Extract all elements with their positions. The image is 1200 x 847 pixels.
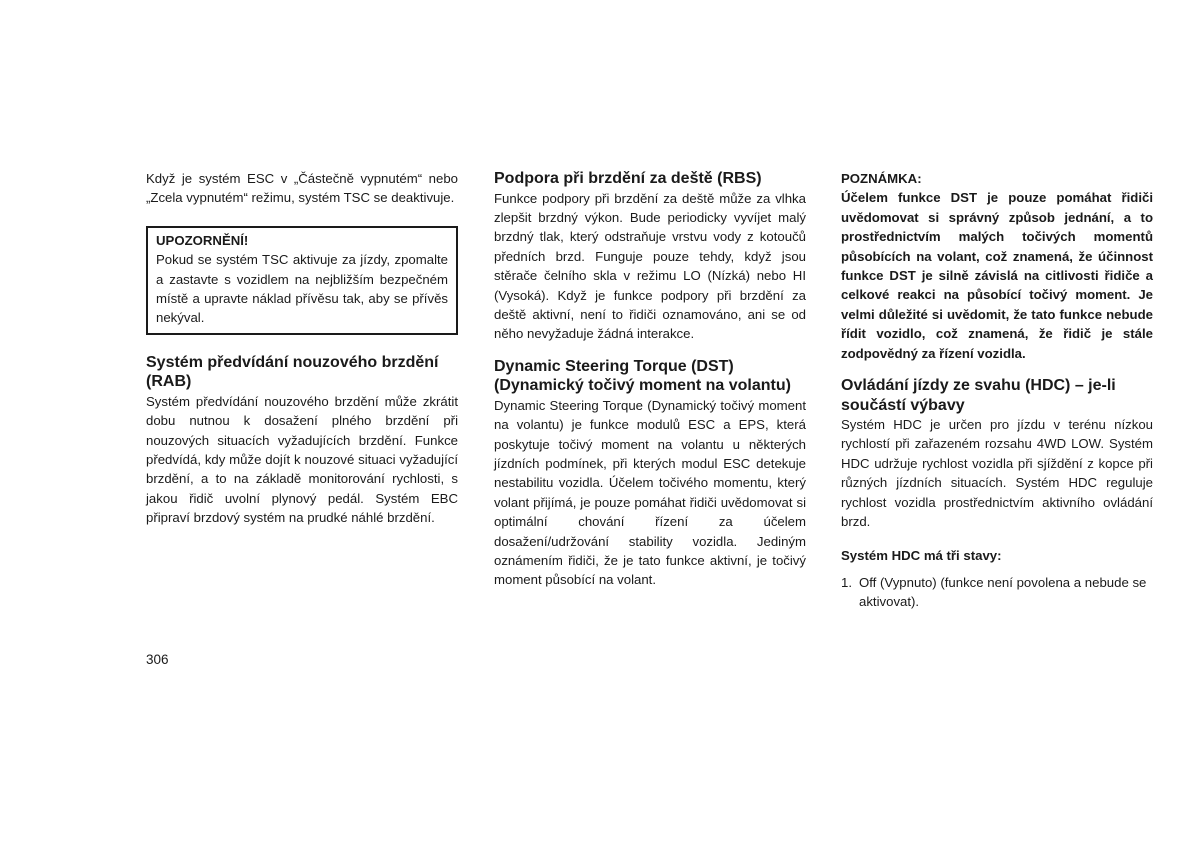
column-1	[146, 169, 458, 528]
warning-box	[146, 226, 458, 335]
note-title: POZNÁMKA:	[841, 171, 922, 186]
rbs-heading: Podpora při brzdění za deště (RBS)	[494, 170, 762, 187]
column-3	[841, 169, 1153, 612]
note-text: Účelem funkce DST je pouze pomáhat řidiči uvědomovat si správný způsob jednání, a to prostřednictvím malých točivých momentů působících na volant, což znamená, že účinnost funkce DST je silně závislá na citlivosti řidiče a celkové reakci na působící točivý moment. Je velmi důležité si uvědomit, že tato funkce nebude řídit vozidlo, což znamená, že řidič je stále zodpovědný za řízení vozidla.	[841, 190, 1153, 361]
page-number: 306	[146, 652, 169, 667]
list-item	[841, 573, 1153, 612]
hdc-text: Systém HDC je určen pro jízdu v terénu nízkou rychlostí při zařazeném rozsahu 4WD LOW. Systém HDC udržuje rychlost vozidla při sjíždění z kopce při různých jízdních situacích. Systém HDC reguluje rychlost vozidla prostřednictvím aktivního ovládání brzd.	[841, 417, 1153, 530]
esc-intro-text: Když je systém ESC v „Částečně vypnutém“ nebo „Zcela vypnutém“ režimu, systém TSC se deaktivuje.	[146, 171, 458, 206]
column-2	[494, 169, 806, 590]
list-item-text: Off (Vypnuto) (funkce není povolena a nebude se aktivovat).	[859, 574, 1147, 610]
hdc-heading: Ovládání jízdy ze svahu (HDC) – je-li součástí výbavy	[841, 377, 1116, 414]
rab-heading: Systém předvídání nouzového brzdění (RAB)	[146, 353, 439, 391]
dst-heading: Dynamic Steering Torque (DST) (Dynamický točivý moment na volantu)	[494, 357, 791, 395]
dst-text: Dynamic Steering Torque (Dynamický točivý moment na volantu) je funkce modulů ESC a EPS, která poskytuje točivý moment na volantu u některých jízdních podmínek, při kterých modul ESC detekuje nestabilitu vozidla. Účelem točivého momentu, který volant přijímá, je pouze pomáhat řidiči uvědomovat si optimální chování řízení za účelem dosažení/udržování stability vozidla. Jediným oznámením řidiči, že je tato funkce aktivní, je točivý moment působící na volant.	[494, 397, 806, 588]
hdc-states-title: Systém HDC má tři stavy:	[841, 547, 1002, 563]
warning-text: Pokud se systém TSC aktivuje za jízdy, zpomalte a zastavte s vozidlem na nejbližším bezpečném místě a upravte náklad přívěsu tak, aby se přívěs nekýval.	[156, 252, 448, 326]
rab-text: Systém předvídání nouzového brzdění může zkrátit dobu nutnou k dosažení plného brzdění při nouzových situacích vyžadujících brzdění. Funkce předvídá, kdy může dojít k nouzové situaci vyžadující brzdění, a to na základě monitorování rychlosti, s jakou řidič uvolní plynový pedál. Systém EBC připraví brzdový systém na prudké náhlé brzdění.	[146, 393, 458, 526]
rbs-text: Funkce podpory při brzdění za deště může za vlhka zlepšit brzdný výkon. Bude periodicky vyvíjet malý brzdný tlak, který odstraňuje vrstvu vody z kotoučů předních brzd. Funguje pouze tehdy, když jsou stěrače čelního skla v režimu LO (Nízká) nebo HI (Vysoká). Když je funkce podpory při brzdění za deště aktivní, není to řidiči oznamováno, ani se od něho nevyžaduje žádná interakce.	[494, 190, 806, 342]
list-item-number: 1.	[841, 574, 852, 590]
warning-title: UPOZORNĚNÍ!	[156, 232, 249, 248]
